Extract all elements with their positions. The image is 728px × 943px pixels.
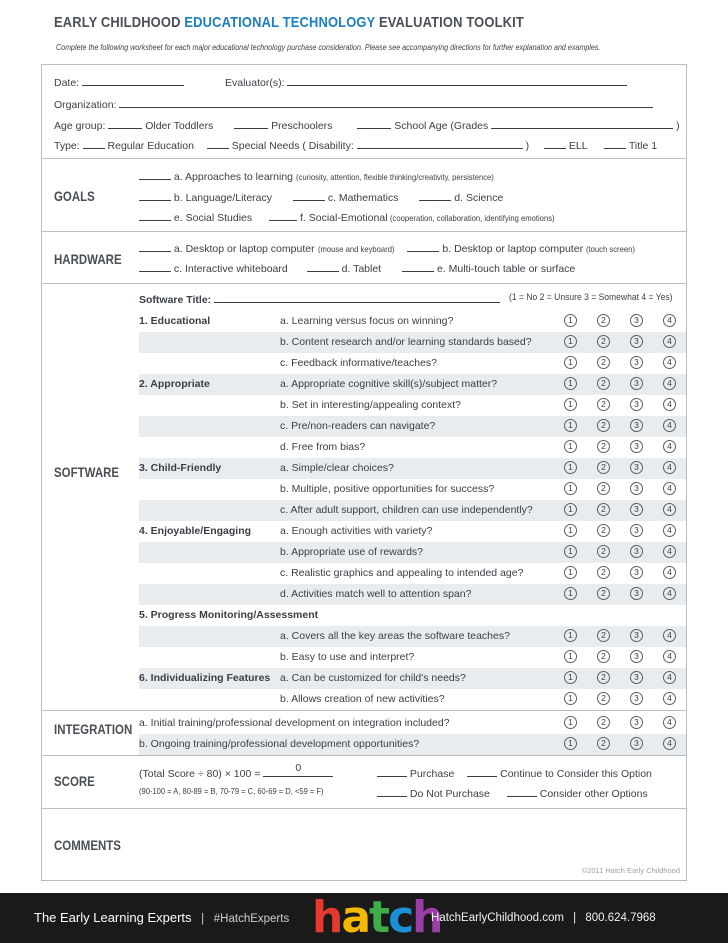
divider: [42, 755, 686, 756]
worksheet-frame: Date: Evaluator(s): Organization: Age group: Older Toddlers Preschoolers School Age (Grades ) Type: Regular Education Special Needs ( Disability: ) ELL Title 1 GOALS a. Approaches to learning (curiosity, attention, flexible thinking/creativity, persistence) b. Language/Literacy c. Mathematics d. Science e. Social Studies f. Social-Emotional (cooperation, collaboration, identifying emotions) HARDWARE a. Desktop or laptop computer (mouse and keyboard) b. Desktop or laptop computer (touch screen) c. Interactive whiteboard d. Tablet e. Multi-touch table or surface SOFTWARE Software Title: (1 = No 2 = Unsure 3 = Somewhat 4 = Yes) 1. Educational a. Learning versus focus on winning? 1 2 3 4 b. Content research and/or learning standards based? 1 2 3 4 c. Feedback informative/teaches? 1 2 3 4 2. Appropriate a. Appropriate cognitive skill(s)/subject matter? 1 2 3 4 b. Set in interesting/appealing context? 1 2 3 4 c. Pre/non-readers can navigate? 1 2 3 4 d. Free from bias? 1 2 3 4 3. Child-Friendly a. Simple/clear choices? 1 2 3 4 b. Multiple, positive opportunities for success? 1 2 3 4 c. After adult support, children can use independently? 1 2 3 4 4. Enjoyable/Engaging a. Enough activities with variety? 1 2 3 4 b. Appropriate use of rewards? 1 2 3 4 c. Realistic graphics and appealing to intended age? 1 2 3 4 d. Activities match well to attention span? 1 2 3 4 5. Progress Monitoring/Assessment a. Covers all the key areas the software teaches? 1 2 3 4 b. Easy to use and interpret? 1 2 3 4 6. Individualizing Features a. Can be customized for child's needs? 1 2 3 4 b. Allows creation of new activities? 1 2 3 4 INTEGRATION a. Initial training/professional development on integration included? 1 2 3 4 b. Ongoing training/professional development opportunities? 1 2 3 4 SCORE (Total Score ÷ 80) × 100 = 0 (90-100 = A, 80-89 = B, 70-79 = C, 60-69 = D, <59 = F) Purchase Continue to Consider this Option Do Not Purchase Consider other Options COMMENTS ©2011 Hatch Early Childhood: [41, 64, 687, 881]
software-row: [139, 689, 686, 710]
grade-scale: (90-100 = A, 80-89 = B, 70-79 = C, 60-69 = D, <59 = F): [139, 786, 324, 796]
rating-option-3[interactable]: 3: [630, 650, 643, 663]
rating-option-3[interactable]: 3: [630, 335, 643, 348]
rating-option-2[interactable]: 2: [597, 419, 610, 432]
rating-option-4[interactable]: 4: [663, 440, 676, 453]
comments-label: COMMENTS: [54, 837, 121, 853]
integration-row: [139, 713, 686, 734]
rating-option-1[interactable]: 1: [564, 566, 577, 579]
rating-scale: [564, 398, 676, 412]
special-needs-field[interactable]: [207, 137, 229, 149]
software-row: [139, 626, 686, 647]
criterion-question: a. Learning versus focus on winning?: [280, 315, 454, 327]
criterion-question: b. Appropriate use of rewards?: [280, 546, 424, 558]
rating-option-4[interactable]: 4: [663, 377, 676, 390]
criterion-question: b. Set in interesting/appealing context?: [280, 399, 461, 411]
rating-scale: [564, 461, 676, 475]
software-row: [139, 416, 686, 437]
criterion-question: b. Content research and/or learning standards based?: [280, 336, 532, 348]
copyright: ©2011 Hatch Early Childhood: [581, 866, 680, 875]
rating-scale: [564, 737, 676, 751]
rating-option-1[interactable]: 1: [564, 716, 577, 729]
goal-d-field[interactable]: [419, 189, 451, 201]
rating-option-4[interactable]: 4: [663, 737, 676, 750]
rating-scale: [564, 314, 676, 328]
software-title-field[interactable]: [214, 291, 500, 303]
goal-b-field[interactable]: [139, 189, 171, 201]
rating-option-3[interactable]: 3: [630, 716, 643, 729]
divider: [42, 710, 686, 711]
rating-scale: [564, 524, 676, 538]
preschoolers-field[interactable]: [234, 117, 268, 129]
rating-option-2[interactable]: 2: [597, 482, 610, 495]
software-row: [139, 647, 686, 668]
criterion-question: a. Simple/clear choices?: [280, 462, 394, 474]
rating-scale: [564, 716, 676, 730]
total-score-field[interactable]: 0: [263, 765, 333, 777]
organization-field[interactable]: [119, 96, 653, 108]
rating-option-2[interactable]: 2: [597, 356, 610, 369]
scale-legend: (1 = No 2 = Unsure 3 = Somewhat 4 = Yes): [509, 292, 673, 303]
rating-option-4[interactable]: 4: [663, 356, 676, 369]
other-options-field[interactable]: [507, 785, 537, 797]
rating-scale: [564, 356, 676, 370]
rating-option-4[interactable]: 4: [663, 482, 676, 495]
rating-option-2[interactable]: 2: [597, 503, 610, 516]
logo-letter: h: [412, 892, 442, 943]
software-row: [139, 605, 686, 626]
rating-option-4[interactable]: 4: [663, 650, 676, 663]
rating-scale: [564, 503, 676, 517]
criterion-question: d. Free from bias?: [280, 441, 366, 453]
older-toddlers-field[interactable]: [108, 117, 142, 129]
rating-scale: [564, 671, 676, 685]
rating-option-3[interactable]: 3: [630, 566, 643, 579]
rating-option-1[interactable]: 1: [564, 524, 577, 537]
criterion-question: c. Feedback informative/teaches?: [280, 357, 437, 369]
criterion-question: a. Covers all the key areas the software teaches?: [280, 630, 510, 642]
rating-option-2[interactable]: 2: [597, 461, 610, 474]
rating-scale: [564, 545, 676, 559]
rating-option-1[interactable]: 1: [564, 629, 577, 642]
software-row: [139, 542, 686, 563]
integration-label: INTEGRATION: [54, 721, 133, 737]
rating-option-1[interactable]: 1: [564, 398, 577, 411]
software-row: [139, 521, 686, 542]
rating-scale: [564, 629, 676, 643]
rating-option-4[interactable]: 4: [663, 419, 676, 432]
logo-letter: c: [388, 892, 413, 943]
footer-bar: The Early Learning Experts | #HatchExperts hatch HatchEarlyChildhood.com | 800.624.7968: [0, 893, 728, 943]
rating-scale: [564, 440, 676, 454]
rating-option-3[interactable]: 3: [630, 419, 643, 432]
rating-option-3[interactable]: 3: [630, 503, 643, 516]
software-row: [139, 395, 686, 416]
criterion-question: d. Activities match well to attention span?: [280, 588, 472, 600]
rating-option-4[interactable]: 4: [663, 629, 676, 642]
hardware-a-field[interactable]: [139, 240, 171, 252]
evaluator-field[interactable]: [287, 74, 627, 86]
rating-option-2[interactable]: 2: [597, 650, 610, 663]
rating-option-4[interactable]: 4: [663, 524, 676, 537]
rating-option-4[interactable]: 4: [663, 671, 676, 684]
rating-option-3[interactable]: 3: [630, 737, 643, 750]
criterion-category: 2. Appropriate: [139, 378, 210, 390]
instructions: Complete the following worksheet for each major educational technology purchase consideration. Please see accompanying directions for further explanation and examples.: [56, 42, 601, 52]
rating-option-2[interactable]: 2: [597, 545, 610, 558]
rating-scale: [564, 566, 676, 580]
rating-option-3[interactable]: 3: [630, 314, 643, 327]
software-row: [139, 332, 686, 353]
rating-option-4[interactable]: 4: [663, 461, 676, 474]
criterion-category: 1. Educational: [139, 315, 211, 327]
software-row: [139, 311, 686, 332]
software-row: [139, 374, 686, 395]
rating-option-1[interactable]: 1: [564, 650, 577, 663]
rating-option-3[interactable]: 3: [630, 377, 643, 390]
rating-option-3[interactable]: 3: [630, 671, 643, 684]
software-row: [139, 353, 686, 374]
rating-option-3[interactable]: 3: [630, 461, 643, 474]
hardware-label: HARDWARE: [54, 251, 122, 267]
software-row: [139, 563, 686, 584]
rating-option-1[interactable]: 1: [564, 503, 577, 516]
rating-option-2[interactable]: 2: [597, 335, 610, 348]
rating-option-1[interactable]: 1: [564, 419, 577, 432]
rating-option-3[interactable]: 3: [630, 545, 643, 558]
criterion-question: b. Ongoing training/professional development opportunities?: [139, 738, 420, 750]
goal-a-field[interactable]: [139, 168, 171, 180]
rating-option-4[interactable]: 4: [663, 587, 676, 600]
criterion-question: a. Appropriate cognitive skill(s)/subject matter?: [280, 378, 498, 390]
website-link[interactable]: HatchEarlyChildhood.com: [431, 912, 564, 924]
date-row: Date:: [54, 74, 184, 89]
rating-option-1[interactable]: 1: [564, 671, 577, 684]
hardware-b-field[interactable]: [407, 240, 439, 252]
purchase-field[interactable]: [377, 765, 407, 777]
goal-c-field[interactable]: [293, 189, 325, 201]
rating-option-3[interactable]: 3: [630, 524, 643, 537]
logo-letter: a: [341, 892, 370, 943]
goals-label: GOALS: [54, 188, 95, 204]
score-label: SCORE: [54, 773, 95, 789]
criterion-question: b. Multiple, positive opportunities for success?: [280, 483, 495, 495]
rating-scale: [564, 692, 676, 706]
rating-option-4[interactable]: 4: [663, 545, 676, 558]
disability-field[interactable]: [357, 137, 523, 149]
logo-letter: t: [369, 892, 389, 943]
tagline: The Early Learning Experts: [34, 910, 192, 925]
criterion-question: a. Can be customized for child's needs?: [280, 672, 466, 684]
hashtag: #HatchExperts: [213, 913, 290, 925]
divider: [42, 158, 686, 159]
ell-field[interactable]: [544, 137, 566, 149]
rating-option-2[interactable]: 2: [597, 524, 610, 537]
rating-option-1[interactable]: 1: [564, 356, 577, 369]
criterion-category: 6. Individualizing Features: [139, 672, 271, 684]
rating-option-1[interactable]: 1: [564, 737, 577, 750]
goal-e-field[interactable]: [139, 209, 171, 221]
school-age-field[interactable]: [357, 117, 391, 129]
software-row: [139, 668, 686, 689]
date-field[interactable]: [82, 74, 184, 86]
comments-field[interactable]: [139, 815, 679, 865]
rating-option-4[interactable]: 4: [663, 503, 676, 516]
software-row: [139, 500, 686, 521]
rating-option-4[interactable]: 4: [663, 314, 676, 327]
software-row: [139, 584, 686, 605]
hardware-d-field[interactable]: [307, 260, 339, 272]
rating-option-2[interactable]: 2: [597, 692, 610, 705]
page-title: EARLY CHILDHOOD EDUCATIONAL TECHNOLOGY EVALUATION TOOLKIT: [54, 14, 524, 31]
integration-row: [139, 734, 686, 755]
age-group-row: Age group: Older Toddlers Preschoolers School Age (Grades ): [54, 117, 680, 132]
rating-scale: [564, 650, 676, 664]
rating-option-1[interactable]: 1: [564, 545, 577, 558]
rating-option-1[interactable]: 1: [564, 314, 577, 327]
rating-option-4[interactable]: 4: [663, 398, 676, 411]
rating-option-2[interactable]: 2: [597, 440, 610, 453]
criterion-category: 3. Child-Friendly: [139, 462, 222, 474]
divider: [42, 231, 686, 232]
logo-letter: h: [312, 892, 342, 943]
rating-option-2[interactable]: 2: [597, 716, 610, 729]
rating-option-3[interactable]: 3: [630, 440, 643, 453]
criterion-category: 5. Progress Monitoring/Assessment: [139, 609, 319, 621]
criterion-question: a. Enough activities with variety?: [280, 525, 433, 537]
rating-option-2[interactable]: 2: [597, 566, 610, 579]
regular-ed-field[interactable]: [83, 137, 105, 149]
divider: [42, 283, 686, 284]
continue-field[interactable]: [467, 765, 497, 777]
rating-option-1[interactable]: 1: [564, 461, 577, 474]
software-label: SOFTWARE: [54, 464, 120, 480]
hardware-e-field[interactable]: [402, 260, 434, 272]
software-row: [139, 437, 686, 458]
not-purchase-field[interactable]: [377, 785, 407, 797]
rating-option-1[interactable]: 1: [564, 335, 577, 348]
rating-scale: [564, 587, 676, 601]
rating-option-1[interactable]: 1: [564, 440, 577, 453]
hardware-c-field[interactable]: [139, 260, 171, 272]
type-row: Type: Regular Education Special Needs ( Disability: ) ELL Title 1: [54, 137, 657, 152]
rating-option-1[interactable]: 1: [564, 482, 577, 495]
phone-number: 800.624.7968: [585, 912, 656, 924]
criterion-question: b. Allows creation of new activities?: [280, 693, 445, 705]
rating-option-2[interactable]: 2: [597, 671, 610, 684]
rating-option-1[interactable]: 1: [564, 377, 577, 390]
rating-option-4[interactable]: 4: [663, 566, 676, 579]
rating-scale: [564, 482, 676, 496]
rating-option-1[interactable]: 1: [564, 587, 577, 600]
goal-f-field[interactable]: [269, 209, 297, 221]
rating-option-3[interactable]: 3: [630, 482, 643, 495]
rating-option-4[interactable]: 4: [663, 716, 676, 729]
software-row: [139, 458, 686, 479]
divider: [42, 808, 686, 809]
criterion-category: 4. Enjoyable/Engaging: [139, 525, 252, 537]
rating-option-2[interactable]: 2: [597, 587, 610, 600]
rating-option-4[interactable]: 4: [663, 692, 676, 705]
rating-scale: [564, 419, 676, 433]
criterion-question: c. Pre/non-readers can navigate?: [280, 420, 436, 432]
criterion-question: c. After adult support, children can use independently?: [280, 504, 533, 516]
rating-option-3[interactable]: 3: [630, 398, 643, 411]
criterion-question: c. Realistic graphics and appealing to intended age?: [280, 567, 524, 579]
rating-option-1[interactable]: 1: [564, 692, 577, 705]
software-row: [139, 479, 686, 500]
rating-option-3[interactable]: 3: [630, 356, 643, 369]
criterion-question: b. Easy to use and interpret?: [280, 651, 415, 663]
rating-option-2[interactable]: 2: [597, 737, 610, 750]
rating-option-3[interactable]: 3: [630, 587, 643, 600]
hatch-logo: [312, 892, 442, 943]
rating-option-2[interactable]: 2: [597, 629, 610, 642]
rating-option-3[interactable]: 3: [630, 692, 643, 705]
rating-option-3[interactable]: 3: [630, 629, 643, 642]
criterion-question: a. Initial training/professional development on integration included?: [139, 717, 450, 729]
rating-option-2[interactable]: 2: [597, 398, 610, 411]
rating-option-2[interactable]: 2: [597, 377, 610, 390]
grades-field[interactable]: [491, 117, 673, 129]
rating-option-4[interactable]: 4: [663, 335, 676, 348]
title1-field[interactable]: [604, 137, 626, 149]
rating-scale: [564, 377, 676, 391]
rating-scale: [564, 335, 676, 349]
rating-option-2[interactable]: 2: [597, 314, 610, 327]
